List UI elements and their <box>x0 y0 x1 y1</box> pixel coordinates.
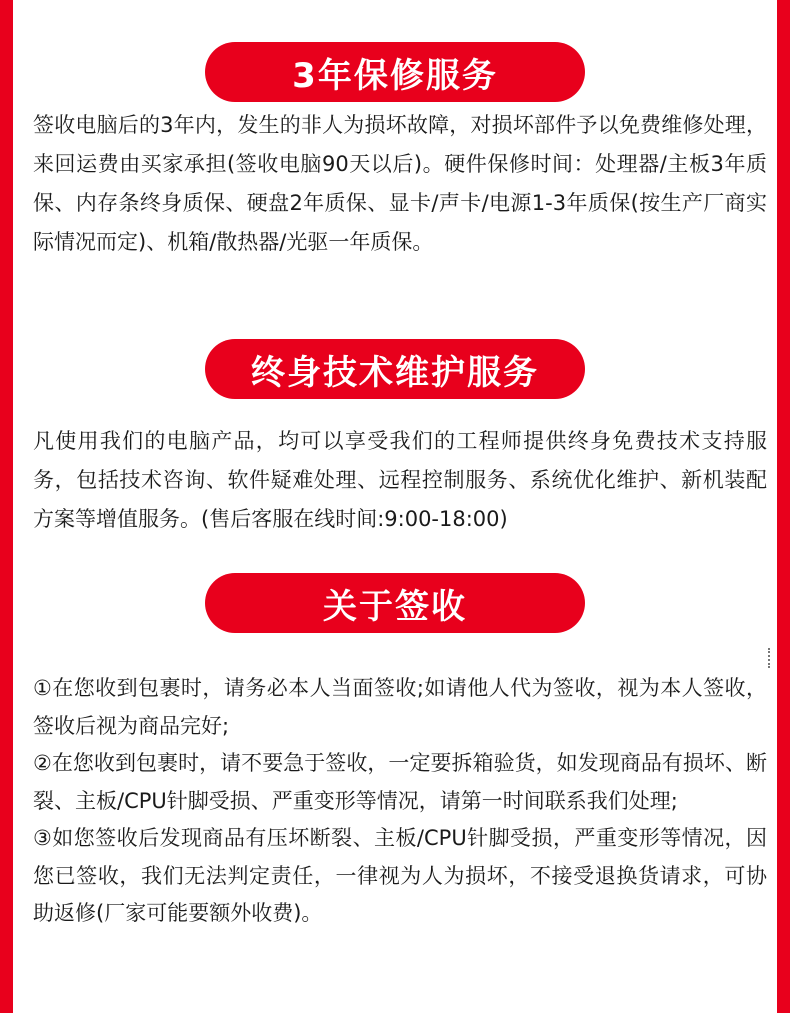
left-red-border <box>0 0 13 1013</box>
tech-support-description: 凡使用我们的电脑产品，均可以享受我们的工程师提供终身免费技术支持服务，包括技术咨询、软件疑难处理、远程控制服务、系统优化维护、新机装配方案等增值服务。(售后客服在线时间:9:00-18:00) <box>33 429 767 531</box>
receipt-notes <box>33 670 767 933</box>
warranty-description: 签收电脑后的3年内，发生的非人为损坏故障，对损坏部件予以免费维修处理，来回运费由买家承担(签收电脑90天以后)。硬件保修时间：处理器/主板3年质保、内存条终身质保、硬盘2年质保、显卡/声卡/电源1-3年质保(按生产厂商实际情况而定)、机箱/散热器/光驱一年质保。 <box>33 113 767 254</box>
right-red-border <box>777 0 790 1013</box>
receipt-note-2: ②在您收到包裹时，请不要急于签收，一定要拆箱验货，如发现商品有损坏、断裂、主板/CPU针脚受损、严重变形等情况，请第一时间联系我们处理; <box>33 751 767 813</box>
tech-support-heading: 终身技术维护服务 <box>205 339 585 399</box>
decorative-dots <box>768 648 772 668</box>
receipt-heading: 关于签收 <box>205 573 585 633</box>
receipt-note-1: ①在您收到包裹时，请务必本人当面签收;如请他人代为签收，视为本人签收，签收后视为商品完好; <box>33 676 767 738</box>
warranty-heading: 3年保修服务 <box>205 42 585 102</box>
receipt-note-3: ③如您签收后发现商品有压坏断裂、主板/CPU针脚受损，严重变形等情况，因您已签收，我们无法判定责任，一律视为人为损坏，不接受退换货请求，可协助返修(厂家可能要额外收费)。 <box>33 826 767 925</box>
